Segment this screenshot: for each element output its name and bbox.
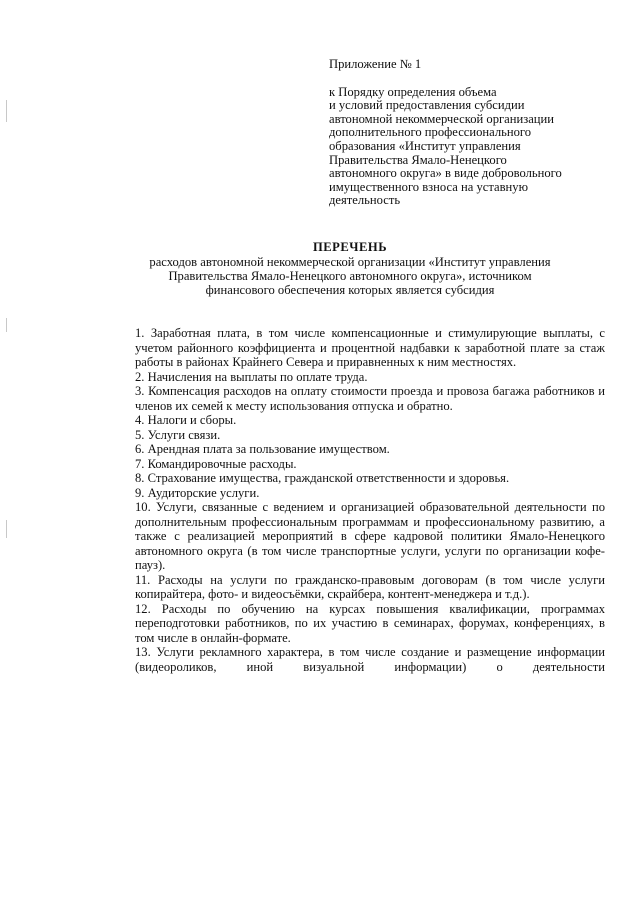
appendix-line: дополнительного профессионального bbox=[329, 125, 532, 140]
expense-item: 1. Заработная плата, в том числе компенсационные и стимулирующие выплаты, с учетом районного коэффициента и процентной надбавки к заработной плате за стаж работы в районах Крайнего Севера и приравненных к ним местностях. bbox=[135, 326, 605, 369]
expense-item: 3. Компенсация расходов на оплату стоимости проезда и провоза багажа работников и членов их семей к месту использования отпуска и обратно. bbox=[135, 384, 605, 413]
list-title: ПЕРЕЧЕНЬ bbox=[312, 240, 388, 254]
expense-item: 12. Расходы по обучению на курсах повышения квалификации, программах переподготовки работников, по их участию в семинарах, форумах, конференциях, в том числе в онлайн-формате. bbox=[135, 601, 605, 645]
expense-item: 4. Налоги и сборы. bbox=[135, 413, 237, 427]
appendix-line: Правительства Ямало-Ненецкого bbox=[329, 152, 507, 167]
appendix-line: автономного округа» в виде добровольного bbox=[329, 166, 562, 181]
appendix-line: имущественного взноса на уставную bbox=[329, 179, 528, 194]
scan-margin-mark bbox=[6, 100, 7, 122]
expense-item: 2. Начисления на выплаты по оплате труда. bbox=[135, 369, 368, 384]
appendix-line: и условий предоставления субсидии bbox=[329, 98, 525, 113]
expense-item: 10. Услуги, связанные с ведением и организацией образовательной деятельности по дополнительным профессиональным программам и профессиональному развитию, а также с реализацией мероприятий в сфере кадровой политики Ямало-Ненецкого автономного округа (в том числе транспортные услуги, услуги по организации кофе-пауз). bbox=[135, 500, 605, 572]
list-subtitle-line: финансового обеспечения которых является субсидия bbox=[205, 283, 495, 297]
expense-list bbox=[113, 326, 605, 674]
appendix-note bbox=[329, 58, 619, 208]
scan-margin-mark bbox=[6, 520, 7, 538]
expense-item: 9. Аудиторские услуги. bbox=[135, 485, 260, 500]
expense-item: 7. Командировочные расходы. bbox=[135, 456, 297, 471]
expense-item: 5. Услуги связи. bbox=[135, 427, 221, 442]
expense-item: 8. Страхование имущества, гражданской ответственности и здоровья. bbox=[135, 471, 510, 485]
appendix-line: автономной некоммерческой организации bbox=[329, 111, 555, 126]
list-heading bbox=[110, 240, 590, 297]
appendix-line: деятельность bbox=[329, 193, 401, 208]
expense-item: 6. Арендная плата за пользование имуществом. bbox=[135, 442, 390, 456]
list-subtitle-line: расходов автономной некоммерческой организации «Институт управления bbox=[149, 255, 551, 269]
expense-item: 13. Услуги рекламного характера, в том числе создание и размещение информации (видеороликов, иной визуальной информации) о деятельности bbox=[135, 645, 605, 674]
appendix-title: Приложение № 1 bbox=[329, 57, 422, 71]
appendix-line: образования «Институт управления bbox=[329, 138, 521, 153]
list-subtitle-line: Правительства Ямало-Ненецкого автономного округа», источником bbox=[168, 269, 532, 283]
expense-item: 11. Расходы на услуги по гражданско-правовым договорам (в том числе услуги копирайтера, фото- и видеосъёмки, скрайбера, контент-менеджера и т.д.). bbox=[135, 572, 605, 601]
scan-margin-mark bbox=[6, 318, 7, 332]
appendix-line: к Порядку определения объема bbox=[329, 84, 497, 99]
